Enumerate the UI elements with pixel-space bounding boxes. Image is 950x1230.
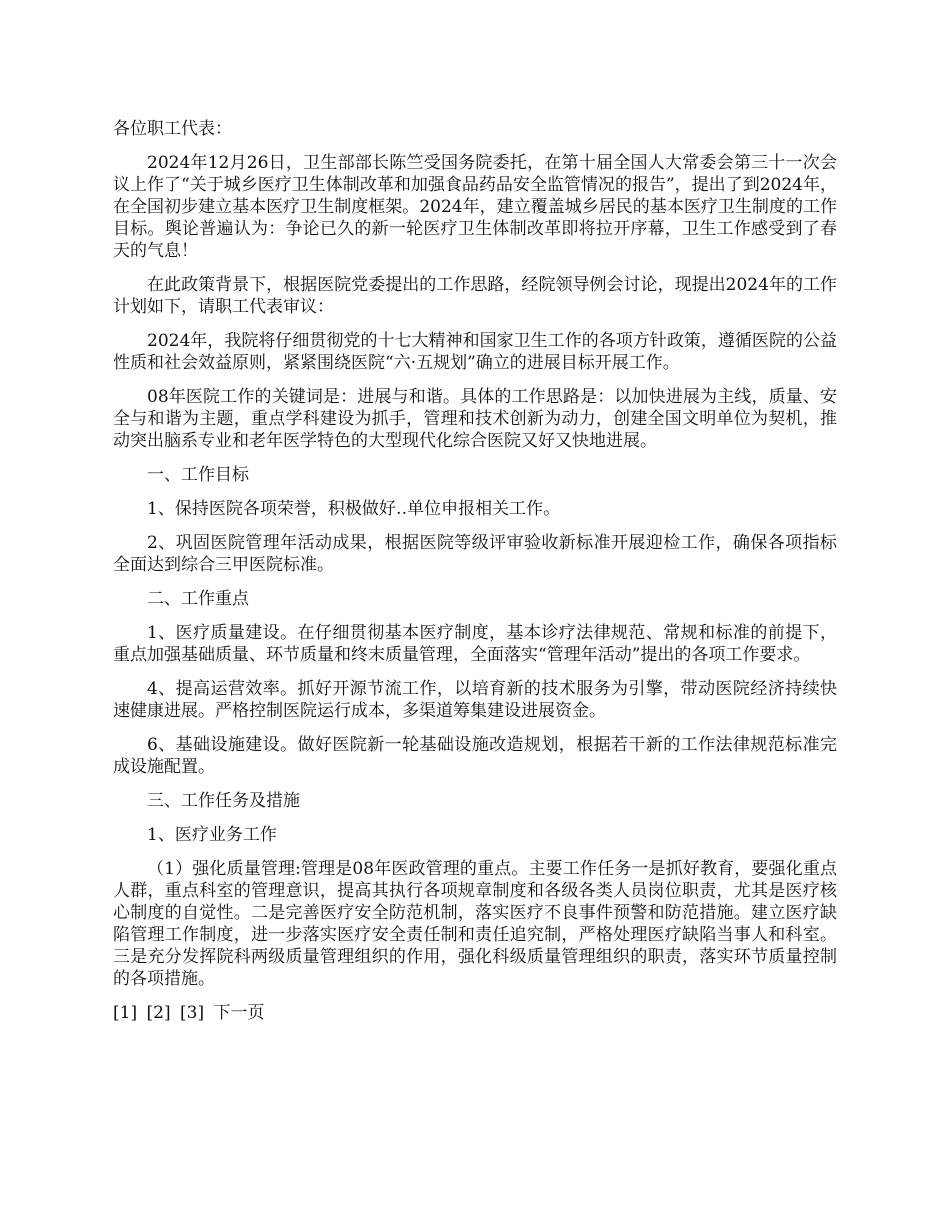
document-body [113,118,837,1024]
goal-item-2: 2、巩固医院管理年活动成果，根据医院等级评审验收新标准开展迎检工作，确保各项指标全面达到综合三甲医院标准。 [113,533,837,575]
section-heading-goals: 一、工作目标 [147,465,249,485]
focus-item-1: 1、医疗质量建设。在仔细贯彻基本医疗制度，基本诊疗法律规范、常规和标准的前提下，重点加强基础质量、环节质量和终末质量管理，全面落实“管理年活动”提出的各项工作要求。 [113,623,837,665]
paragraph-keywords: 08年医院工作的关键词是：进展与和谐。具体的工作思路是：以加快进展为主线，质量、安全与和谐为主题，重点学科建设为抓手，管理和技术创新为动力，创建全国文明单位为契机，推动突出脑系专业和老年医学特色的大型现代化综合医院又好又快地进展。 [113,387,837,451]
task-subheading-medical: 1、医疗业务工作 [147,825,277,845]
paragraph-background: 在此政策背景下，根据医院党委提出的工作思路，经院领导例会讨论，现提出2024年的工作计划如下，请职工代表审议： [113,275,837,317]
focus-item-6: 6、基础设施建设。做好医院新一轮基础设施改造规划，根据若干新的工作法律规范标准完成设施配置。 [113,735,837,777]
page-link-2[interactable]: [2] [146,1003,171,1023]
pagination [113,1002,837,1024]
task-item-quality: （1）强化质量管理:管理是08年医政管理的重点。主要工作任务一是抓好教育，要强化重点人群，重点科室的管理意识，提高其执行各项规章制度和各级各类人员岗位职责，尤其是医疗核心制度的自觉性。二是完善医疗安全防范机制，落实医疗不良事件预警和防范措施。建立医疗缺陷管理工作制度，进一步落实医疗安全责任制和责任追究制，严格处理医疗缺陷当事人和科室。三是充分发挥院科两级质量管理组织的作用，强化科级质量管理组织的职责，落实环节质量控制的各项措施。 [113,859,837,989]
page-link-3[interactable]: [3] [180,1003,205,1023]
paragraph-policy: 2024年，我院将仔细贯彻党的十七大精神和国家卫生工作的各项方针政策，遵循医院的公益性质和社会效益原则，紧紧围绕医院“六·五规划”确立的进展目标开展工作。 [113,331,837,373]
salutation: 各位职工代表： [113,119,232,139]
goal-item-1: 1、保持医院各项荣誉，积极做好‥单位申报相关工作。 [147,499,561,519]
page-link-1[interactable]: [1] [113,1003,138,1023]
paragraph-intro: 2024年12月26日，卫生部部长陈竺受国务院委托，在第十届全国人大常委会第三十一次会议上作了“关于城乡医疗卫生体制改革和加强食品药品安全监管情况的报告”，提出了到2024年，在全国初步建立基本医疗卫生制度框架。2024年，建立覆盖城乡居民的基本医疗卫生制度的工作目标。舆论普遍认为：争论已久的新一轮医疗卫生体制改革即将拉开序幕，卫生工作感受到了春天的气息！ [113,153,837,261]
next-page-link[interactable]: 下一页 [213,1003,265,1023]
focus-item-4: 4、提高运营效率。抓好开源节流工作，以培育新的技术服务为引擎，带动医院经济持续快速健康进展。严格控制医院运行成本，多渠道筹集建设进展资金。 [113,679,837,721]
section-heading-focus: 二、工作重点 [147,589,249,609]
section-heading-tasks: 三、工作任务及措施 [147,791,300,811]
